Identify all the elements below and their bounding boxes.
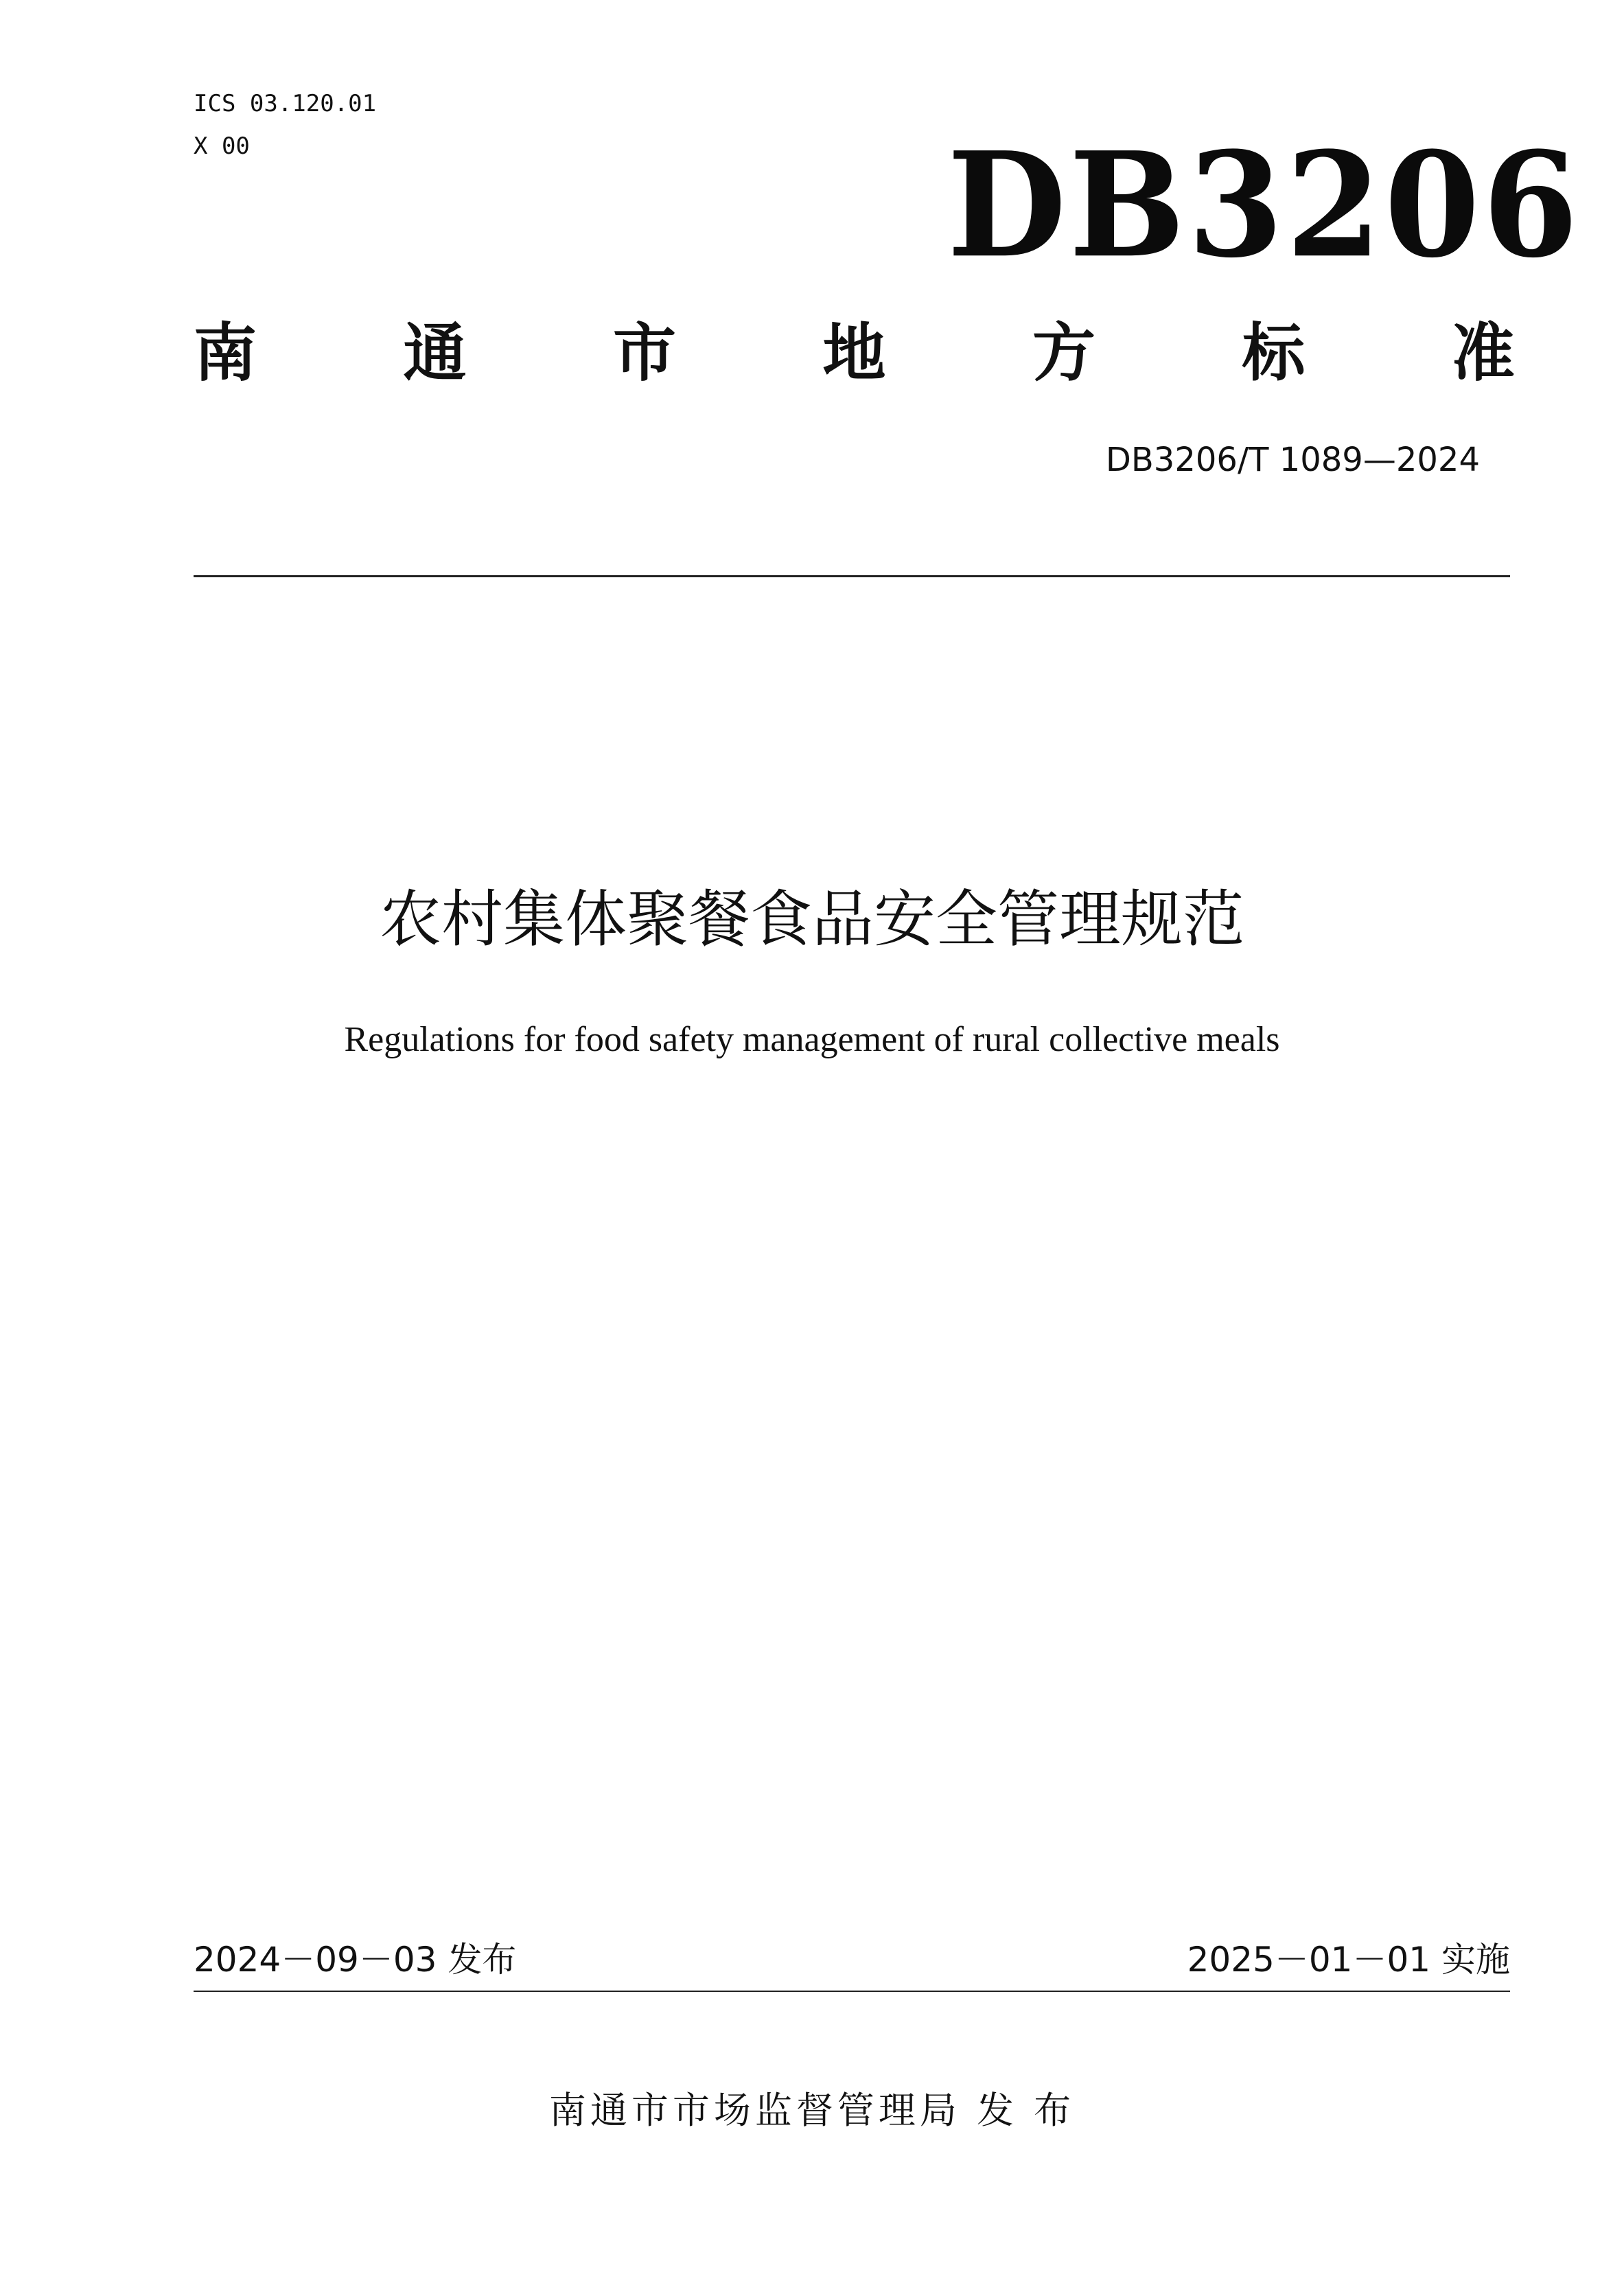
category-code: X 00: [194, 132, 250, 160]
standard-type-char: 南: [194, 316, 257, 390]
standard-type-char: 方: [1032, 316, 1095, 390]
standard-type: [194, 316, 1515, 391]
publish-date: 2024－09－03 发布: [194, 1940, 517, 1980]
standard-type-char: 市: [612, 316, 676, 390]
standard-number: DB3206/T 1089—2024: [1105, 441, 1480, 479]
chinese-title: 农村集体聚餐食品安全管理规范: [380, 883, 1244, 955]
standard-type-char: 标: [1242, 316, 1306, 390]
classification-codes: [194, 82, 376, 167]
standard-type-char: 通: [403, 316, 467, 390]
english-title: Regulations for food safety management of rural collective meals: [344, 1020, 1280, 1059]
ics-code: ICS 03.120.01: [194, 90, 377, 117]
issuing-authority: 南通市市场监督管理局 发 布: [548, 2089, 1076, 2132]
bottom-divider: [194, 1991, 1510, 1992]
implement-date: 2025－01－01 实施: [1187, 1940, 1510, 1980]
standard-type-char: 地: [822, 316, 886, 390]
standard-logo: DB3206: [947, 120, 1581, 290]
standard-type-char: 准: [1451, 316, 1515, 390]
top-divider: [194, 575, 1510, 577]
